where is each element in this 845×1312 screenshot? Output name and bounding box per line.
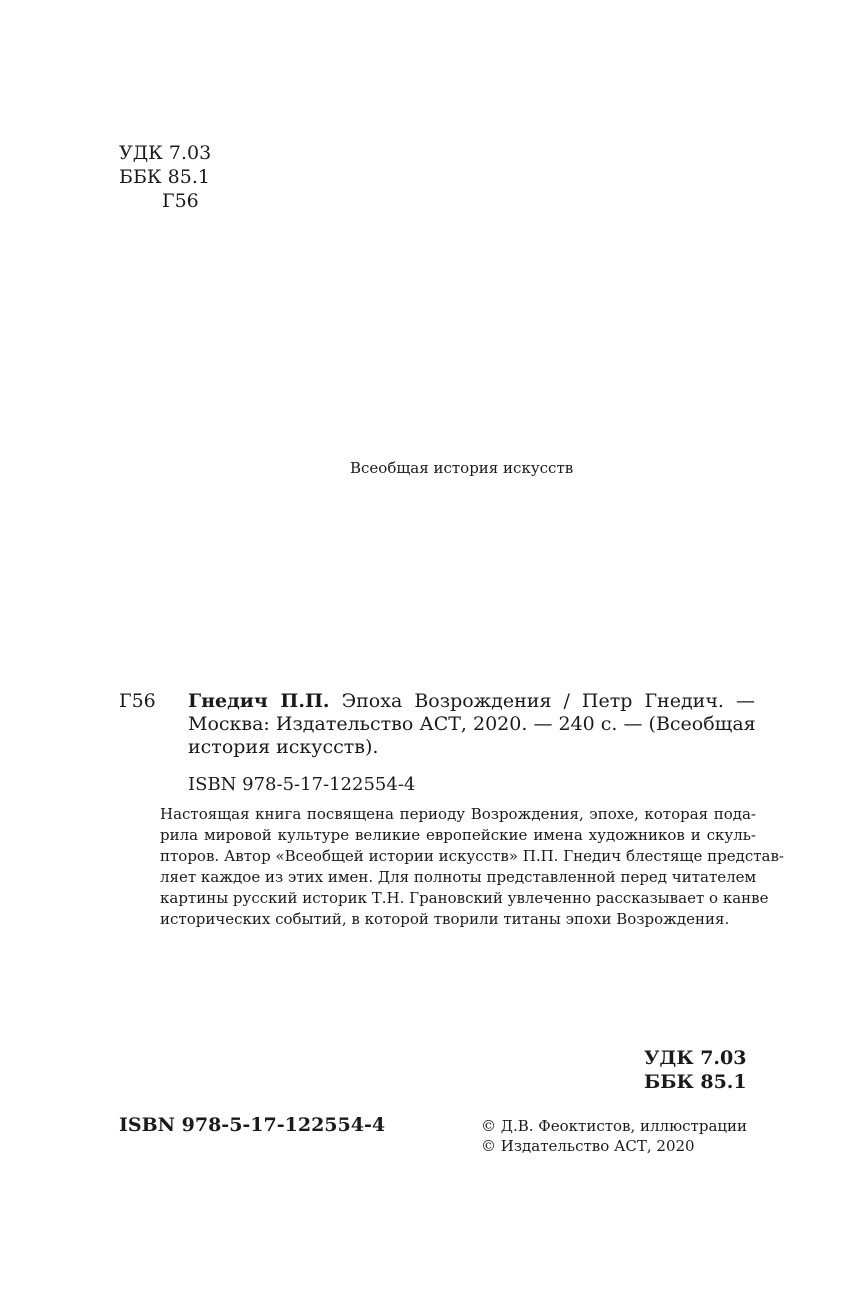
annotation-line: Настоящая книга посвящена периоду Возрождения, эпохе, которая пода- (160, 805, 756, 823)
copyrights (481, 1116, 747, 1156)
annotation (160, 804, 785, 930)
copyright-publisher: © Издательство АСТ, 2020 (481, 1137, 695, 1155)
annotation-line: рила мировой культуре великие европейские имена художников и скуль- (160, 826, 756, 844)
classification-top (119, 141, 211, 213)
annotation-line: пторов. Автор «Всеобщей истории искусств» П.П. Гнедич блестяще представ- (160, 847, 785, 865)
annotation-line: исторических событий, в которой творили титаны эпохи Возрождения. (160, 910, 730, 928)
copyright-illustrations: © Д.В. Феоктистов, иллюстрации (481, 1117, 748, 1135)
bibliographic-record (188, 690, 755, 759)
classification-bottom (644, 1046, 747, 1094)
bib-author-mark: Г56 (119, 690, 156, 712)
bbk-code: ББК 85.1 (119, 166, 210, 188)
annotation-line: ляет каждое из этих имен. Для полноты представленной перед читателем (160, 868, 757, 886)
bbk-code-bottom: ББК 85.1 (644, 1071, 747, 1093)
isbn-bottom: ISBN 978-5-17-122554-4 (119, 1114, 386, 1136)
bib-author: Гнедич П.П. (188, 690, 330, 712)
author-mark: Г56 (162, 190, 199, 212)
bib-line-1 (188, 690, 755, 713)
udk-code-bottom: УДК 7.03 (644, 1047, 747, 1069)
bib-line-3: история искусств). (188, 736, 379, 758)
udk-code: УДК 7.03 (119, 142, 212, 164)
bib-line-2: Москва: Издательство АСТ, 2020. — 240 с. — (Всеобщая (188, 713, 756, 735)
annotation-line: картины русский историк Т.Н. Грановский увлеченно рассказывает о канве (160, 889, 769, 907)
isbn-line: ISBN 978-5-17-122554-4 (188, 774, 416, 795)
bib-title: Эпоха Возрождения / Петр Гнедич. — (329, 690, 755, 712)
series-title: Всеобщая история искусств (350, 459, 574, 477)
